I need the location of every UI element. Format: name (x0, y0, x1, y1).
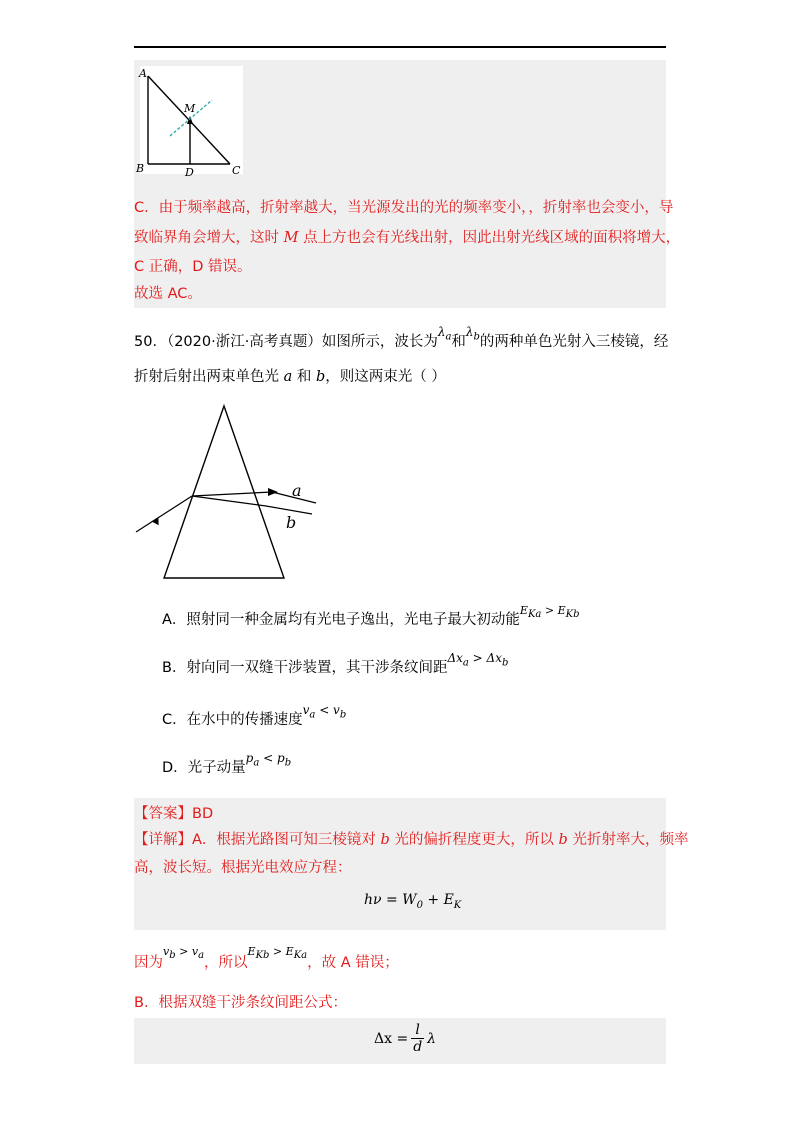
prism-figure (130, 400, 330, 585)
label-B: B (136, 162, 145, 175)
option-A[interactable]: A．照射同一种金属均有光电子逸出，光电子最大初动能$^{E_{Ka} > E_{Kb}}$ (162, 604, 580, 628)
ray-label-a: a (292, 481, 302, 500)
header-rule (134, 46, 666, 48)
ray-label-b: b (286, 513, 297, 532)
prev-c-line2: 致临界角会增大，这时 M 点上方也会有光线出射，因此出射光线区域的面积将增大， (134, 230, 681, 246)
detail-line2: 高，波长短。根据光电效应方程： (134, 860, 352, 876)
prev-conclusion: 故选 AC。 (134, 286, 202, 302)
question-line1: 50．（2020·浙江·高考真题）如图所示，波长为$^{\lambda_a}$和$^{\lambda_b}$的两种单色光射入三棱镜，经 (134, 325, 669, 350)
prev-c-line3: C 正确，D 错误。 (134, 259, 252, 275)
option-B[interactable]: B．射向同一双缝干涉装置，其干涉条纹间距$^{\Delta x_a > \Delta x_b}$ (162, 651, 509, 676)
option-D[interactable]: D．光子动量$^{p_a < p_b}$ (162, 751, 292, 776)
triangle-figure (134, 66, 244, 180)
equation-fringe: Δx = $\frac{l}{d}$ λ (374, 1022, 437, 1055)
question-line2: 折射后射出两束单色光 a 和 b，则这两束光（ ） (134, 369, 446, 385)
label-C: C (232, 164, 241, 177)
answer-line: 【答案】BD (134, 806, 214, 822)
detail-line1: 【详解】A．根据光路图可知三棱镜对 b 光的偏折程度更大，所以 b 光折射率大，频率 (134, 832, 689, 848)
b-formula-line: B．根据双缝干涉条纹间距公式： (134, 995, 347, 1011)
label-D: D (185, 166, 194, 179)
label-A: A (139, 67, 147, 80)
because-line: 因为$^{v_b > v_a}$，所以$^{E_{Kb} > E_{Ka}}$，故 A 错误； (134, 945, 399, 971)
option-C[interactable]: C．在水中的传播速度$^{v_a < v_b}$ (162, 703, 347, 728)
equation-photoelectric: $h\nu = W_0 + E_K$ (364, 892, 462, 911)
prev-c-line1: C．由于频率越高，折射率越大，当光源发出的光的频率变小，，折射率也会变小，导 (134, 200, 674, 216)
label-M: M (184, 102, 196, 115)
